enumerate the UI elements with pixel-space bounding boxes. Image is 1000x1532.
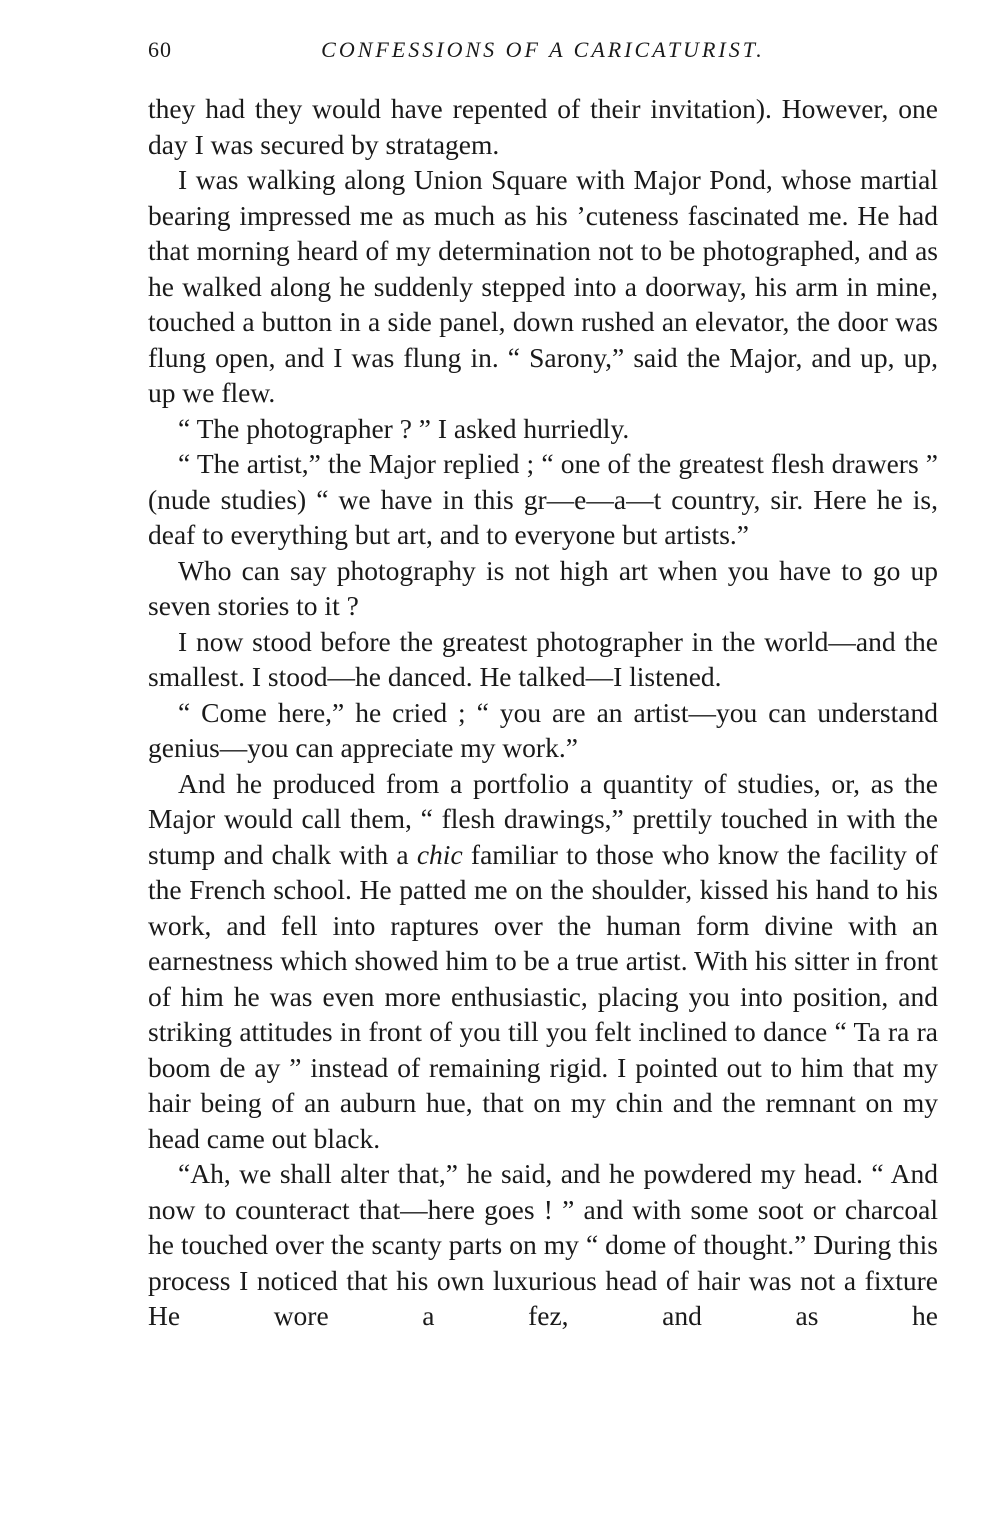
paragraph-photographer-question: “ The photographer ? ” I asked hurriedly. bbox=[178, 412, 630, 444]
paragraph-union-square: I was walking along Union Square with Major Pond, whose martial bearing impressed me as much as his ’cuteness fascinated me. He had that morning heard of my determination not to be photographed, and as he walked along he suddenly stepped into a doorway, his arm in mine, touched a button in a side panel, down rushed an elevator, the door was flung open, and I was flung in. “ Sarony,” said the Major, and up, up, up we flew. bbox=[148, 164, 938, 408]
paragraph-high-art: Who can say photography is not high art when you have to go up seven stories to it ? bbox=[148, 554, 938, 621]
page-number: 60 bbox=[148, 37, 172, 62]
paragraph-the-artist: “ The artist,” the Major replied ; “ one of the greatest flesh drawers ” (nude studies) “ we have in this gr—e—a—t country, sir. Here he is, deaf to everything but art, and to everyone but artists.” bbox=[148, 448, 938, 550]
portfolio-text-before: And he produced from a portfolio a quantity of studies, or, as the Major would call them, “ flesh drawings,” prettily touched in with the stump and chalk with a bbox=[148, 767, 938, 870]
portfolio-text-after: familiar to those who know the facility of the French school. He patted me on the shoulder, kissed his hand to his work, and fell into raptures over the human form divine with an earnestness which showed him to be a true artist. With his sitter in front of him he was even more enthusiastic, placing you into position, and striking attitudes in front of you till you felt inclined to dance “ Ta ra ra boom de ay ” instead of remaining rigid. I pointed out to him that my hair being of an auburn hue, that on my chin and the remnant on my head came out black. bbox=[148, 838, 938, 1154]
paragraph-greatest-photographer: I now stood before the greatest photographer in the world—and the smallest. I stood—he danced. He talked—I listened. bbox=[148, 625, 938, 692]
italic-word-chic: chic bbox=[416, 838, 463, 870]
running-title: CONFESSIONS OF A CARICATURIST. bbox=[321, 37, 765, 62]
paragraph-portfolio bbox=[148, 766, 938, 1157]
paragraph-come-here: “ Come here,” he cried ; “ you are an artist—you can understand genius—you can appreciate my work.” bbox=[148, 696, 938, 763]
paragraph-powdered-head: “Ah, we shall alter that,” he said, and he powdered my head. “ And now to counteract that—here goes ! ” and with some soot or charcoal he touched over the scanty parts on my “ dome of thought.” During this process I noticed that his own luxurious head of hair was not a fixture He wore a fez, and as he bbox=[148, 1158, 938, 1331]
body-text bbox=[148, 91, 938, 1334]
running-head bbox=[148, 32, 938, 68]
paragraph-continued: they had they would have repented of their invitation). However, one day I was secured by stratagem. bbox=[148, 93, 938, 160]
